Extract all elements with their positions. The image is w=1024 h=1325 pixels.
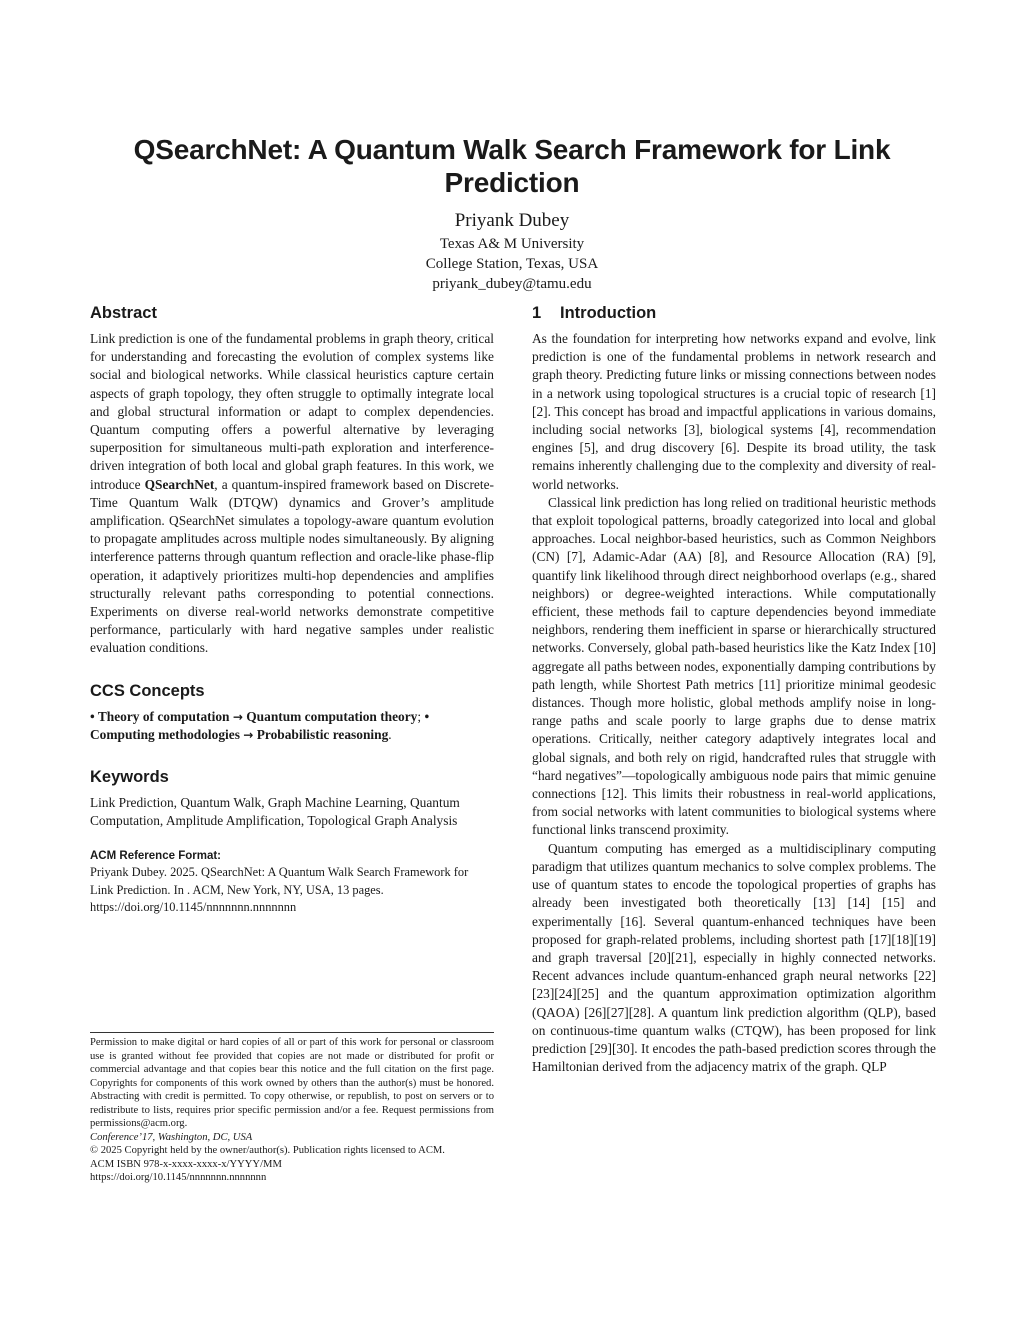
author-email[interactable]: priyank_dubey@tamu.edu [432, 276, 592, 292]
left-column [90, 302, 494, 917]
author-block [90, 208, 934, 294]
isbn-line: ACM ISBN 978-x-xxxx-xxxx-x/YYYY/MM [90, 1158, 282, 1170]
author-location: College Station, Texas, USA [425, 256, 599, 272]
ccs-heading: CCS Concepts [90, 681, 205, 700]
permission-footnote [90, 1032, 494, 1185]
right-column [532, 302, 936, 1076]
acm-reference-text: Priyank Dubey. 2025. QSearchNet: A Quantum Walk Search Framework for Link Prediction. In . ACM, New York, NY, USA, 13 pages. https://doi.org/10.1145/nnnnnnn.nnnnnnn [90, 865, 469, 915]
conference-line: Conference’17, Washington, DC, USA [90, 1131, 253, 1143]
doi-link[interactable]: https://doi.org/10.1145/nnnnnnn.nnnnnnn [90, 1172, 267, 1183]
author-affiliation: Texas A& M University [439, 236, 585, 252]
acm-reference-heading: ACM Reference Format: [90, 850, 221, 863]
abstract-heading: Abstract [90, 304, 157, 322]
intro-paragraph: As the foundation for interpreting how networks expand and evolve, link prediction is one of the fundamental problems in network research and graph theory. Predicting future links or missing connections between nodes in a network using topological structures is a crucial topic of research [1][2]. This concept has broad and impactful applications in various domains, including social networks [3], biological systems [4], recommendation engines [5], and drug discovery [6]. Despite its broad utility, the task remains inherently challenging due to the complexity and diversity of real-world networks. [532, 331, 936, 492]
abstract-bold-name: QSearchNet [144, 476, 215, 492]
intro-paragraph: Classical link prediction has long relied on traditional heuristic methods that exploit topological patterns, broadly categorized into local and global approaches. Local neighbor-based heuristics, such as Common Neighbors (CN) [7], Adamic-Adar (AA) [8], and Resource Allocation (RA) [9], quantify link likelihood through direct neighborhood overlaps (e.g., shared neighbors) or degree-weighted interactions. While computationally efficient, these methods fail to capture dependencies beyond immediate neighbors, rendering them inefficient in sparse or hierarchically structured networks. Conversely, global path-based heuristics like the Katz Index [10] aggregate all paths between nodes, exponentially damping contributions by path length, while Shortest Path metrics [11] prioritize minimal geodesic distances. Though more holistic, global methods amplify noise in long-range paths and scale poorly to large graphs due to dense matrix operations. Critically, neither category adaptively integrates local and global signals, and both rely on rigid, handcrafted rules that struggle with “hard negatives”—topologically ambiguous node pairs that mimic genuine connections [12]. This limits their robustness in real-world applications, from social networks with latent communities to biological systems where functional links transcend proximity. [532, 494, 936, 838]
keywords-text: Link Prediction, Quantum Walk, Graph Machine Learning, Quantum Computation, Amplitude Amplification, Topological Graph Analysis [90, 795, 460, 829]
paper-title: QSearchNet: A Quantum Walk Search Framework for Link Prediction [133, 134, 891, 198]
ccs-concepts: • Theory of computation → Quantum computation theory; • Computing methodologies → Probabilistic reasoning. [90, 708, 430, 742]
copyright-line: © 2025 Copyright held by the owner/author(s). Publication rights licensed to ACM. [90, 1145, 445, 1156]
permission-text: Permission to make digital or hard copies of all or part of this work for personal or classroom use is granted without fee provided that copies are not made or distributed for profit or commercial advantage and that copies bear this notice and the full citation on the first page. Copyrights for components of this work owned by others than the author(s) must be honored. Abstracting with credit is permitted. To copy otherwise, or republish, to post on servers or to redistribute to lists, requires prior specific permission and/or a fee. Request permissions from permissions@acm.org. [90, 1037, 494, 1129]
keywords-heading: Keywords [90, 768, 169, 787]
introduction-heading: 1 Introduction [532, 304, 657, 322]
author-name: Priyank Dubey [454, 210, 570, 231]
intro-paragraph: Quantum computing has emerged as a multidisciplinary computing paradigm that utilizes quantum mechanics to solve complex problems. The use of quantum states to encode the topological properties of graphs has already been investigated both theoretically [13] [14] [15] and experimentally [16]. Several quantum-enhanced techniques have been proposed for graph-related problems, including shortest path [17][18][19] and graph traversal [20][21], especially in highly connected networks. Recent advances include quantum-enhanced graph neural networks [22][23][24][25] and the quantum approximation optimization algorithm (QAOA) [26][27][28]. A quantum link prediction algorithm (QLP), based on continuous-time quantum walks (CTQW), has been proposed for link prediction [29][30]. It encodes the path-based prediction scores through the Hamiltonian derived from the adjacency matrix of the graph. QLP [532, 840, 936, 1075]
abstract-text: Link prediction is one of the fundamental problems in graph theory, critical for understanding and forecasting the evolution of complex systems like social and biological networks. While classical heuristics capture certain aspects of graph topology, they often struggle to optimally integrate local and global structural information or adapt to complex dependencies. Quantum computing offers a powerful alternative by leveraging superposition for simultaneous multi-path exploration and interference-driven integration of both local and global graph features. In this work, we introduce QSearchNet, a quantum-inspired framework based on Discrete-Time Quantum Walk (DTQW) dynamics and Grover’s amplitude amplification. QSearchNet simulates a topology-aware quantum evolution to propagate amplitudes across multiple nodes simultaneously. By aligning interference patterns through quantum reflection and oracle-like phase-flip operation, it adaptively prioritizes multi-hop dependencies and amplifies structurally relevant paths corresponding to potential connections. Experiments on diverse real-world networks demonstrate competitive performance, particularly with hard negative samples under realistic evaluation conditions. [90, 331, 495, 656]
